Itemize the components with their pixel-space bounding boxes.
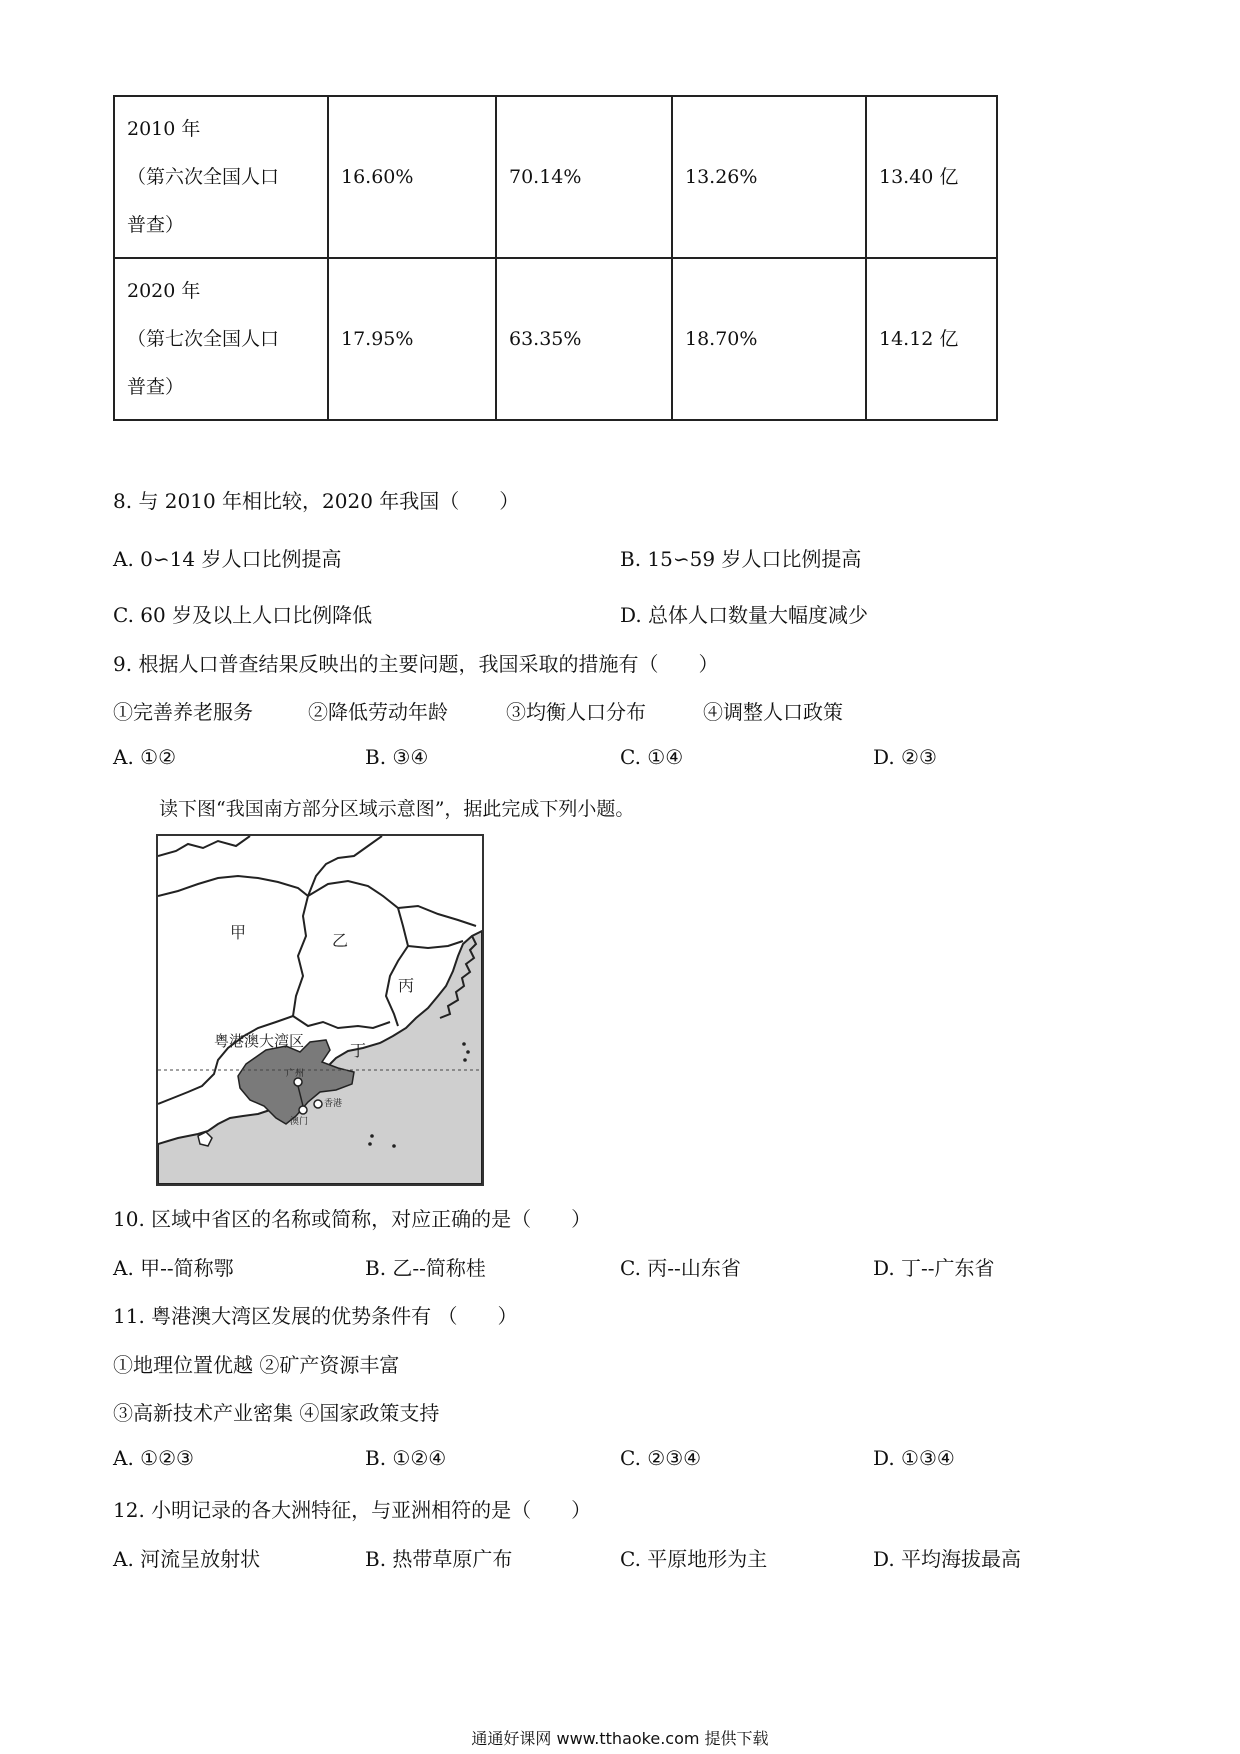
q12-option-b: B. 热带草原广布 [365, 1547, 513, 1571]
region-label-jia: 甲 [230, 923, 247, 942]
city-marker-guangzhou [294, 1078, 302, 1086]
q11-items-line-2: ③高新技术产业密集 ④国家政策支持 [113, 1401, 440, 1425]
island-dot [462, 1042, 466, 1046]
region-map [156, 834, 484, 1186]
table-cell: 16.60% [328, 96, 496, 258]
region-map-svg [158, 836, 482, 1184]
table-cell: 14.12 亿 [866, 258, 997, 420]
q9-option-a: A. ①② [113, 745, 177, 769]
q11-option-c: C. ②③④ [620, 1446, 702, 1470]
q8-option-b: B. 15∽59 岁人口比例提高 [620, 547, 862, 571]
q11-items-line-1: ①地理位置优越 ②矿产资源丰富 [113, 1353, 400, 1377]
island-dot [463, 1058, 467, 1062]
city-label-macau: 澳门 [290, 1117, 309, 1127]
region-label-ding: 丁 [350, 1041, 367, 1060]
q9-item-4: ④调整人口政策 [703, 700, 843, 724]
island-dot [368, 1142, 372, 1146]
q11-option-b: B. ①②④ [365, 1446, 447, 1470]
census-label-end: 普查） [127, 376, 185, 398]
q12-option-c: C. 平原地形为主 [620, 1547, 768, 1571]
question-10-stem: 10. 区域中省区的名称或简称，对应正确的是（ ） [113, 1207, 592, 1231]
island-dot [370, 1134, 374, 1138]
q11-option-a: A. ①②③ [113, 1446, 194, 1470]
city-label-hongkong: 香港 [324, 1099, 343, 1109]
question-9-stem: 9. 根据人口普查结果反映出的主要问题，我国采取的措施有（ ） [113, 652, 719, 676]
q9-option-d: D. ②③ [873, 745, 937, 769]
question-11-stem: 11. 粤港澳大湾区发展的优势条件有 （ ） [113, 1304, 518, 1328]
table-cell-year [114, 96, 328, 258]
table-cell: 70.14% [496, 96, 672, 258]
q8-option-c: C. 60 岁及以上人口比例降低 [113, 603, 373, 627]
table-cell: 63.35% [496, 258, 672, 420]
province-border [398, 906, 476, 926]
region-label-yi: 乙 [332, 931, 349, 950]
year-label: 2010 年 [127, 118, 201, 140]
q9-item-1: ①完善养老服务 [113, 700, 253, 724]
table-cell: 17.95% [328, 258, 496, 420]
city-marker-hongkong [314, 1100, 322, 1108]
q9-item-2: ②降低劳动年龄 [308, 700, 448, 724]
question-8-stem: 8. 与 2010 年相比较，2020 年我国（ ） [113, 489, 520, 513]
q11-option-d: D. ①③④ [873, 1446, 955, 1470]
table-row [114, 96, 997, 258]
census-label-end: 普查） [127, 214, 185, 236]
island-dot [466, 1050, 470, 1054]
population-table [113, 95, 998, 421]
table-cell-year [114, 258, 328, 420]
question-12-stem: 12. 小明记录的各大洲特征，与亚洲相符的是（ ） [113, 1498, 592, 1522]
q10-option-b: B. 乙--简称桂 [365, 1256, 486, 1280]
province-border [408, 941, 463, 948]
province-border [308, 881, 408, 946]
province-border [293, 896, 308, 1016]
q12-option-a: A. 河流呈放射状 [113, 1547, 261, 1571]
q8-option-a: A. 0∽14 岁人口比例提高 [113, 547, 342, 571]
city-label-guangzhou: 广州 [286, 1069, 305, 1079]
q10-option-d: D. 丁--广东省 [873, 1256, 995, 1280]
gba-label: 粤港澳大湾区 [214, 1032, 305, 1050]
table-cell: 18.70% [672, 258, 866, 420]
province-border [158, 876, 308, 896]
table-row [114, 258, 997, 420]
q10-option-a: A. 甲--简称鄂 [113, 1256, 234, 1280]
city-marker-macau [299, 1106, 307, 1114]
census-label: （第六次全国人口 [127, 166, 280, 188]
region-label-bing: 丙 [398, 976, 415, 995]
island-dot [392, 1144, 396, 1148]
q8-option-d: D. 总体人口数量大幅度减少 [620, 603, 869, 627]
q9-option-c: C. ①④ [620, 745, 684, 769]
table-cell: 13.26% [672, 96, 866, 258]
q10-option-c: C. 丙--山东省 [620, 1256, 741, 1280]
table-cell: 13.40 亿 [866, 96, 997, 258]
province-border [293, 1016, 390, 1028]
map-intro: 读下图“我国南方部分区域示意图”，据此完成下列小题。 [159, 798, 635, 820]
province-border [158, 836, 250, 856]
q9-option-b: B. ③④ [365, 745, 429, 769]
census-label: （第七次全国人口 [127, 328, 280, 350]
page-footer: 通通好课网 www.tthaoke.com 提供下载 [471, 1729, 769, 1748]
year-label: 2020 年 [127, 280, 201, 302]
q12-option-d: D. 平均海拔最高 [873, 1547, 1022, 1571]
q9-item-3: ③均衡人口分布 [506, 700, 646, 724]
